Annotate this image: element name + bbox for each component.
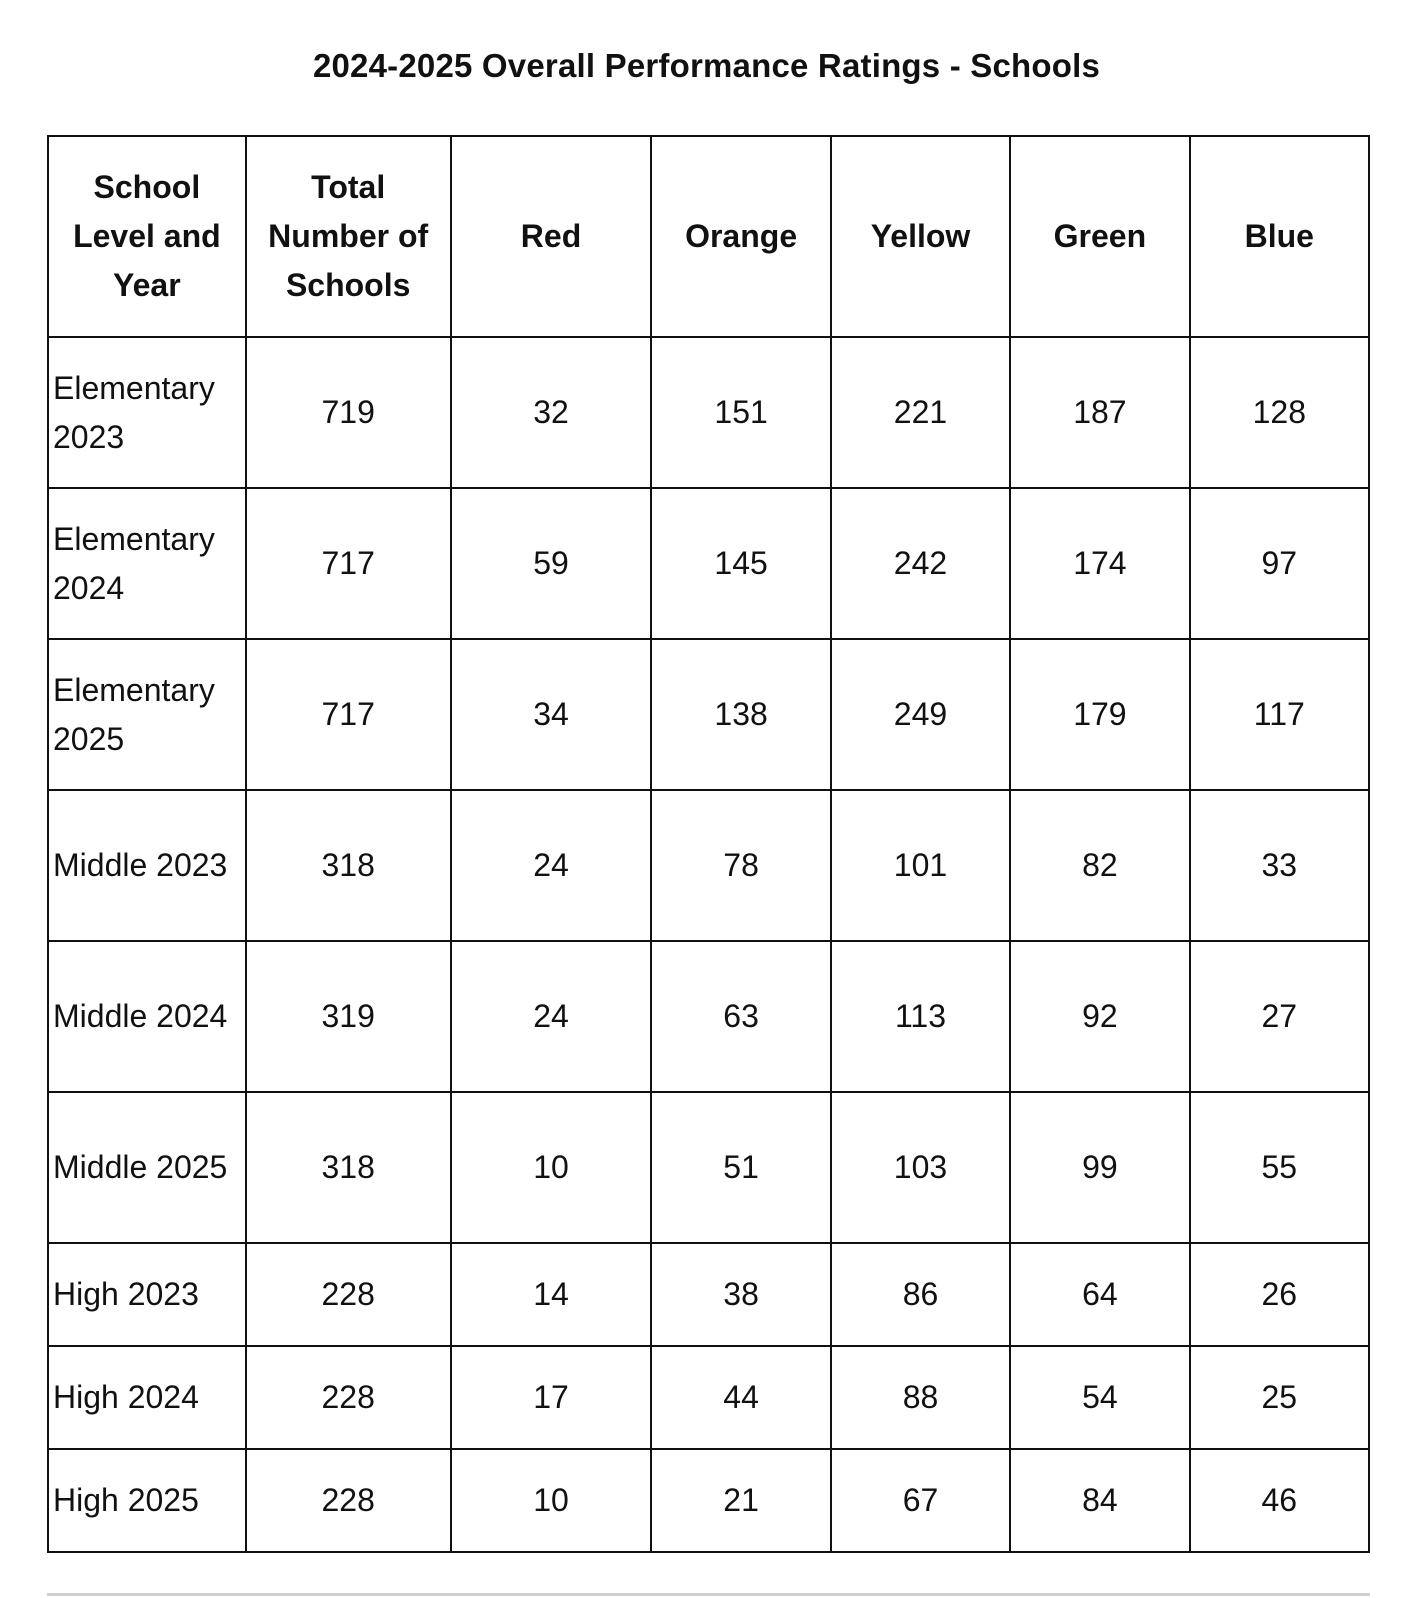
- cell-yellow: 101: [831, 790, 1010, 941]
- row-label: Middle 2023: [48, 790, 246, 941]
- cell-red: 59: [451, 488, 652, 639]
- cell-green: 179: [1010, 639, 1189, 790]
- cell-blue: 46: [1190, 1449, 1369, 1552]
- cell-yellow: 113: [831, 941, 1010, 1092]
- performance-ratings-table: [47, 135, 1370, 1553]
- cell-red: 24: [451, 790, 652, 941]
- table-row: [48, 639, 1369, 790]
- cell-total: 318: [246, 790, 451, 941]
- table-row: [48, 337, 1369, 488]
- cell-yellow: 242: [831, 488, 1010, 639]
- cell-yellow: 67: [831, 1449, 1010, 1552]
- header-blue: Blue: [1190, 136, 1369, 337]
- cell-orange: 78: [651, 790, 830, 941]
- cell-total: 319: [246, 941, 451, 1092]
- table-row: [48, 1346, 1369, 1449]
- cell-yellow: 249: [831, 639, 1010, 790]
- row-label: High 2023: [48, 1243, 246, 1346]
- row-label: Middle 2025: [48, 1092, 246, 1243]
- cell-red: 32: [451, 337, 652, 488]
- cell-red: 10: [451, 1092, 652, 1243]
- table-row: [48, 488, 1369, 639]
- table-row: [48, 1243, 1369, 1346]
- cell-red: 14: [451, 1243, 652, 1346]
- bottom-divider: [47, 1593, 1370, 1596]
- cell-orange: 145: [651, 488, 830, 639]
- cell-total: 228: [246, 1243, 451, 1346]
- cell-red: 34: [451, 639, 652, 790]
- row-label: Elementary 2025: [48, 639, 246, 790]
- cell-orange: 151: [651, 337, 830, 488]
- cell-orange: 51: [651, 1092, 830, 1243]
- cell-total: 719: [246, 337, 451, 488]
- cell-red: 10: [451, 1449, 652, 1552]
- table-row: [48, 1449, 1369, 1552]
- cell-blue: 25: [1190, 1346, 1369, 1449]
- cell-yellow: 221: [831, 337, 1010, 488]
- cell-orange: 63: [651, 941, 830, 1092]
- cell-yellow: 86: [831, 1243, 1010, 1346]
- cell-blue: 27: [1190, 941, 1369, 1092]
- cell-total: 318: [246, 1092, 451, 1243]
- cell-orange: 21: [651, 1449, 830, 1552]
- row-label: Middle 2024: [48, 941, 246, 1092]
- table-header-row: [48, 136, 1369, 337]
- row-label: High 2024: [48, 1346, 246, 1449]
- row-label: Elementary 2024: [48, 488, 246, 639]
- row-label: High 2025: [48, 1449, 246, 1552]
- cell-green: 174: [1010, 488, 1189, 639]
- cell-green: 92: [1010, 941, 1189, 1092]
- header-green: Green: [1010, 136, 1189, 337]
- header-total: Total Number of Schools: [246, 136, 451, 337]
- cell-orange: 138: [651, 639, 830, 790]
- cell-yellow: 103: [831, 1092, 1010, 1243]
- cell-orange: 44: [651, 1346, 830, 1449]
- cell-blue: 117: [1190, 639, 1369, 790]
- header-orange: Orange: [651, 136, 830, 337]
- cell-blue: 128: [1190, 337, 1369, 488]
- cell-red: 24: [451, 941, 652, 1092]
- cell-green: 54: [1010, 1346, 1189, 1449]
- cell-orange: 38: [651, 1243, 830, 1346]
- cell-yellow: 88: [831, 1346, 1010, 1449]
- cell-green: 99: [1010, 1092, 1189, 1243]
- table-row: [48, 790, 1369, 941]
- cell-total: 228: [246, 1346, 451, 1449]
- cell-total: 717: [246, 639, 451, 790]
- table-row: [48, 941, 1369, 1092]
- header-yellow: Yellow: [831, 136, 1010, 337]
- cell-green: 64: [1010, 1243, 1189, 1346]
- cell-green: 82: [1010, 790, 1189, 941]
- header-level-year: School Level and Year: [48, 136, 246, 337]
- cell-blue: 33: [1190, 790, 1369, 941]
- cell-total: 717: [246, 488, 451, 639]
- header-red: Red: [451, 136, 652, 337]
- cell-red: 17: [451, 1346, 652, 1449]
- cell-blue: 55: [1190, 1092, 1369, 1243]
- cell-blue: 26: [1190, 1243, 1369, 1346]
- cell-green: 187: [1010, 337, 1189, 488]
- cell-total: 228: [246, 1449, 451, 1552]
- cell-green: 84: [1010, 1449, 1189, 1552]
- cell-blue: 97: [1190, 488, 1369, 639]
- row-label: Elementary 2023: [48, 337, 246, 488]
- page-title: 2024-2025 Overall Performance Ratings - Schools: [312, 47, 1101, 84]
- table-row: [48, 1092, 1369, 1243]
